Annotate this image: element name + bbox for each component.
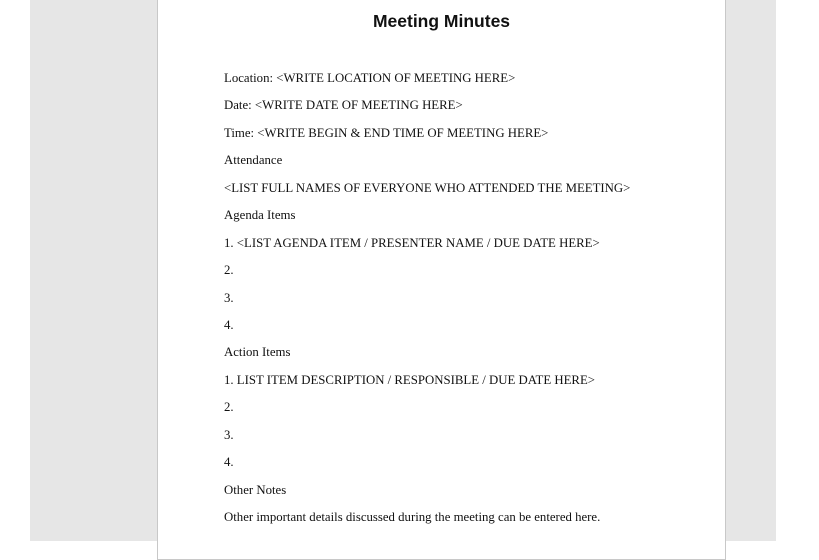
action-item[interactable]: 2.: [224, 400, 234, 415]
action-item[interactable]: 3.: [224, 427, 234, 442]
action-items-heading[interactable]: Action Items: [224, 345, 291, 360]
other-notes-heading[interactable]: Other Notes: [224, 482, 287, 497]
time-line[interactable]: Time: <WRITE BEGIN & END TIME OF MEETING HERE>: [224, 125, 549, 140]
document-page[interactable]: [157, 0, 726, 560]
agenda-item[interactable]: 4.: [224, 317, 234, 332]
agenda-item[interactable]: 1. <LIST AGENDA ITEM / PRESENTER NAME / DUE DATE HERE>: [224, 235, 600, 250]
date-line[interactable]: Date: <WRITE DATE OF MEETING HERE>: [224, 98, 463, 113]
attendance-line[interactable]: <LIST FULL NAMES OF EVERYONE WHO ATTENDED THE MEETING>: [224, 180, 631, 195]
document-title: Meeting Minutes: [372, 11, 511, 31]
document-body: [224, 69, 630, 535]
attendance-heading[interactable]: Attendance: [224, 153, 283, 168]
agenda-heading[interactable]: Agenda Items: [224, 208, 296, 223]
document-canvas: [30, 0, 776, 541]
agenda-item[interactable]: 3.: [224, 290, 234, 305]
action-item[interactable]: 1. LIST ITEM DESCRIPTION / RESPONSIBLE / DUE DATE HERE>: [224, 372, 595, 387]
other-notes-line[interactable]: Other important details discussed during the meeting can be entered here.: [224, 510, 601, 524]
agenda-item[interactable]: 2.: [224, 263, 234, 278]
action-item[interactable]: 4.: [224, 455, 234, 470]
location-line[interactable]: Location: <WRITE LOCATION OF MEETING HERE>: [224, 71, 516, 85]
